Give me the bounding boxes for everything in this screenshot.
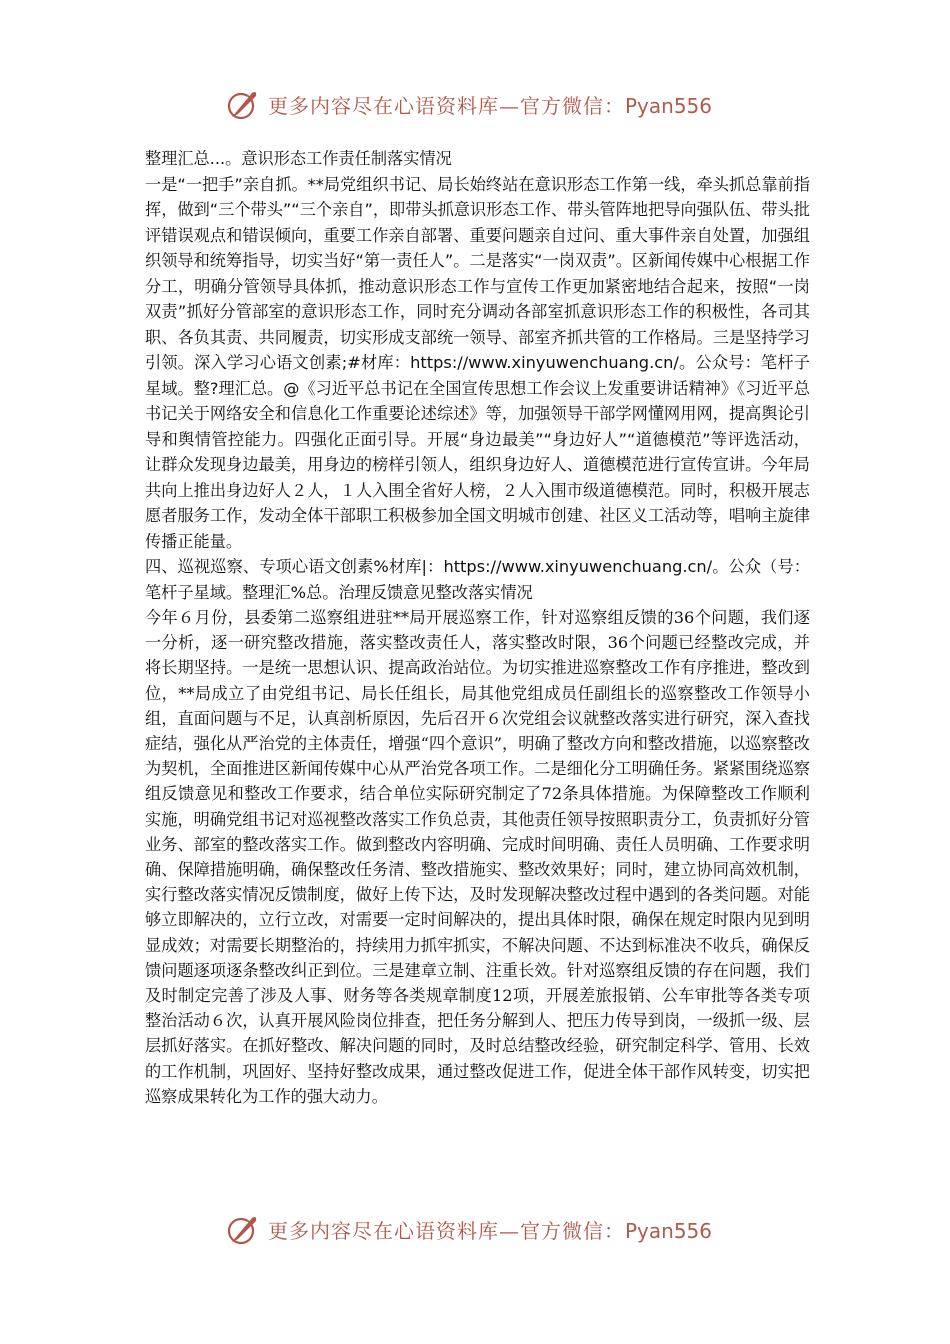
banner-text: 更多内容尽在心语资料库—官方微信：Pyan556 (268, 93, 713, 118)
quill-logo-icon (226, 87, 260, 121)
paragraph-2: 今年６月份，县委第二巡察组进驻**局开展巡察工作，针对巡察组反馈的36个问题，我们逐一分析，逐一研究整改措施，落实整改责任人，落实整改时限，36个问题已经整改完成，并将长期坚持。一是统一思想认识、提高政治站位。为切实推进巡察整改工作有序推进，整改到位，**局成立了由党组书记、局长任组长，局其他党组成员任副组长的巡察整改工作领导小组，直面问题与不足，认真剖析原因，先后召开６次党组会议就整改落实进行研究，深入查找症结，强化从严治党的主体责任，增强“四个意识”，明确了整改方向和整改措施，以巡察整改为契机，全面推进区新闻传媒中心从严治党各项工作。二是细化分工明确任务。紧紧围绕巡察组反馈意见和整改工作要求，结合单位实际研究制定了72条具体措施。为保障整改工作顺利实施，明确党组书记对巡视整改落实工作负总责，其他责任领导按照职责分工，负责抓好分管业务、部室的整改落实工作。做到整改内容明确、完成时间明确、责任人员明确、工作要求明确、保障措施明确，确保整改任务清、整改措施实、整改效果好；同时，建立协同高效机制，实行整改落实情况反馈制度，做好上传下达，及时发现解决整改过程中遇到的各类问题。对能够立即解决的，立行立改，对需要一定时间解决的，提出具体时限，确保在规定时限内见到明显成效；对需要长期整治的，持续用力抓牢抓实，不解决问题、不达到标准决不收兵，确保反馈问题逐项逐条整改纠正到位。三是建章立制、注重长效。针对巡察组反馈的存在问题，我们及时制定完善了涉及人事、财务等各类规章制度12项，开展差旅报销、公车审批等各类专项整治活动６次，认真开展风险岗位排查，把任务分解到人、把压力传导到岗，一级抓一级、层层抓好落实。在抓好整改、解决问题的同时，及时总结整改经验，研究制定科学、管用、长效的工作机制，巩固好、坚持好整改成果，通过整改促进工作，促进全体干部作风转变，切实把巡察成果转化为工作的强大动力。 (145, 608, 810, 1106)
banner-text: 更多内容尽在心语资料库—官方微信：Pyan556 (268, 1218, 713, 1243)
paragraph-1: 一是“一把手”亲自抓。**局党组织书记、局长始终站在意识形态工作第一线，牵头抓总靠前指挥，做到“三个带头”“三个亲自”，即带头抓意识形态工作、带头管阵地把导向强队伍、带头批评错误观点和错误倾向，重要工作亲自部署、重要问题亲自过问、重大事件亲自处置，加强组织领导和统筹指导，切实当好“第一责任人”。二是落实“一岗双责”。区新闻传媒中心根据工作分工，明确分管领导具体抓，推动意识形态工作与宣传工作更加紧密地结合起来，按照“一岗双责”抓好分管部室的意识形态工作，同时充分调动各部室抓意识形态工作的积极性，各司其职、各负其责、共同履责，切实形成支部统一领导、部室齐抓共管的工作格局。三是坚持学习引领。深入学习心语文创素;#材库：https://www.xinyuwenchuang.cn/。公众号：笔杆子星域。整?理汇总。@《习近平总书记在全国宣传思想工作会议上发重要讲话精神》《习近平总书记关于网络安全和信息化工作重要论述综述》等，加强领导干部学网懂网用网，提高舆论引导和舆情管控能力。四强化正面引导。开展“身边最美”“身边好人”“道德模范”等评选活动，让群众发现身边最美，用身边的榜样引领人，组织身边好人、道德模范进行宣传宣讲。今年局共向上推出身边好人２人，１人入围全省好人榜，２人入围市级道德模范。同时，积极开展志愿者服务工作，发动全体干部职工积极参加全国文明城市创建、社区义工活动等，唱响主旋律传播正能量。 (145, 174, 810, 551)
wechat-id: Pyan556 (625, 93, 713, 118)
document-body (145, 146, 810, 1109)
section-heading-1: 整理汇总...。意识形态工作责任制落实情况 (145, 149, 452, 168)
footer-banner (226, 1209, 726, 1249)
quill-logo-icon (226, 1212, 260, 1246)
wechat-id: Pyan556 (625, 1218, 713, 1243)
header-banner (226, 84, 726, 124)
section-heading-2: 四、巡视巡察、专项心语文创素%材库|：https://www.xinyuwenchuang.cn/。公众（号：笔杆子星域。整理汇%总。治理反馈意见整改落实情况 (145, 557, 810, 602)
